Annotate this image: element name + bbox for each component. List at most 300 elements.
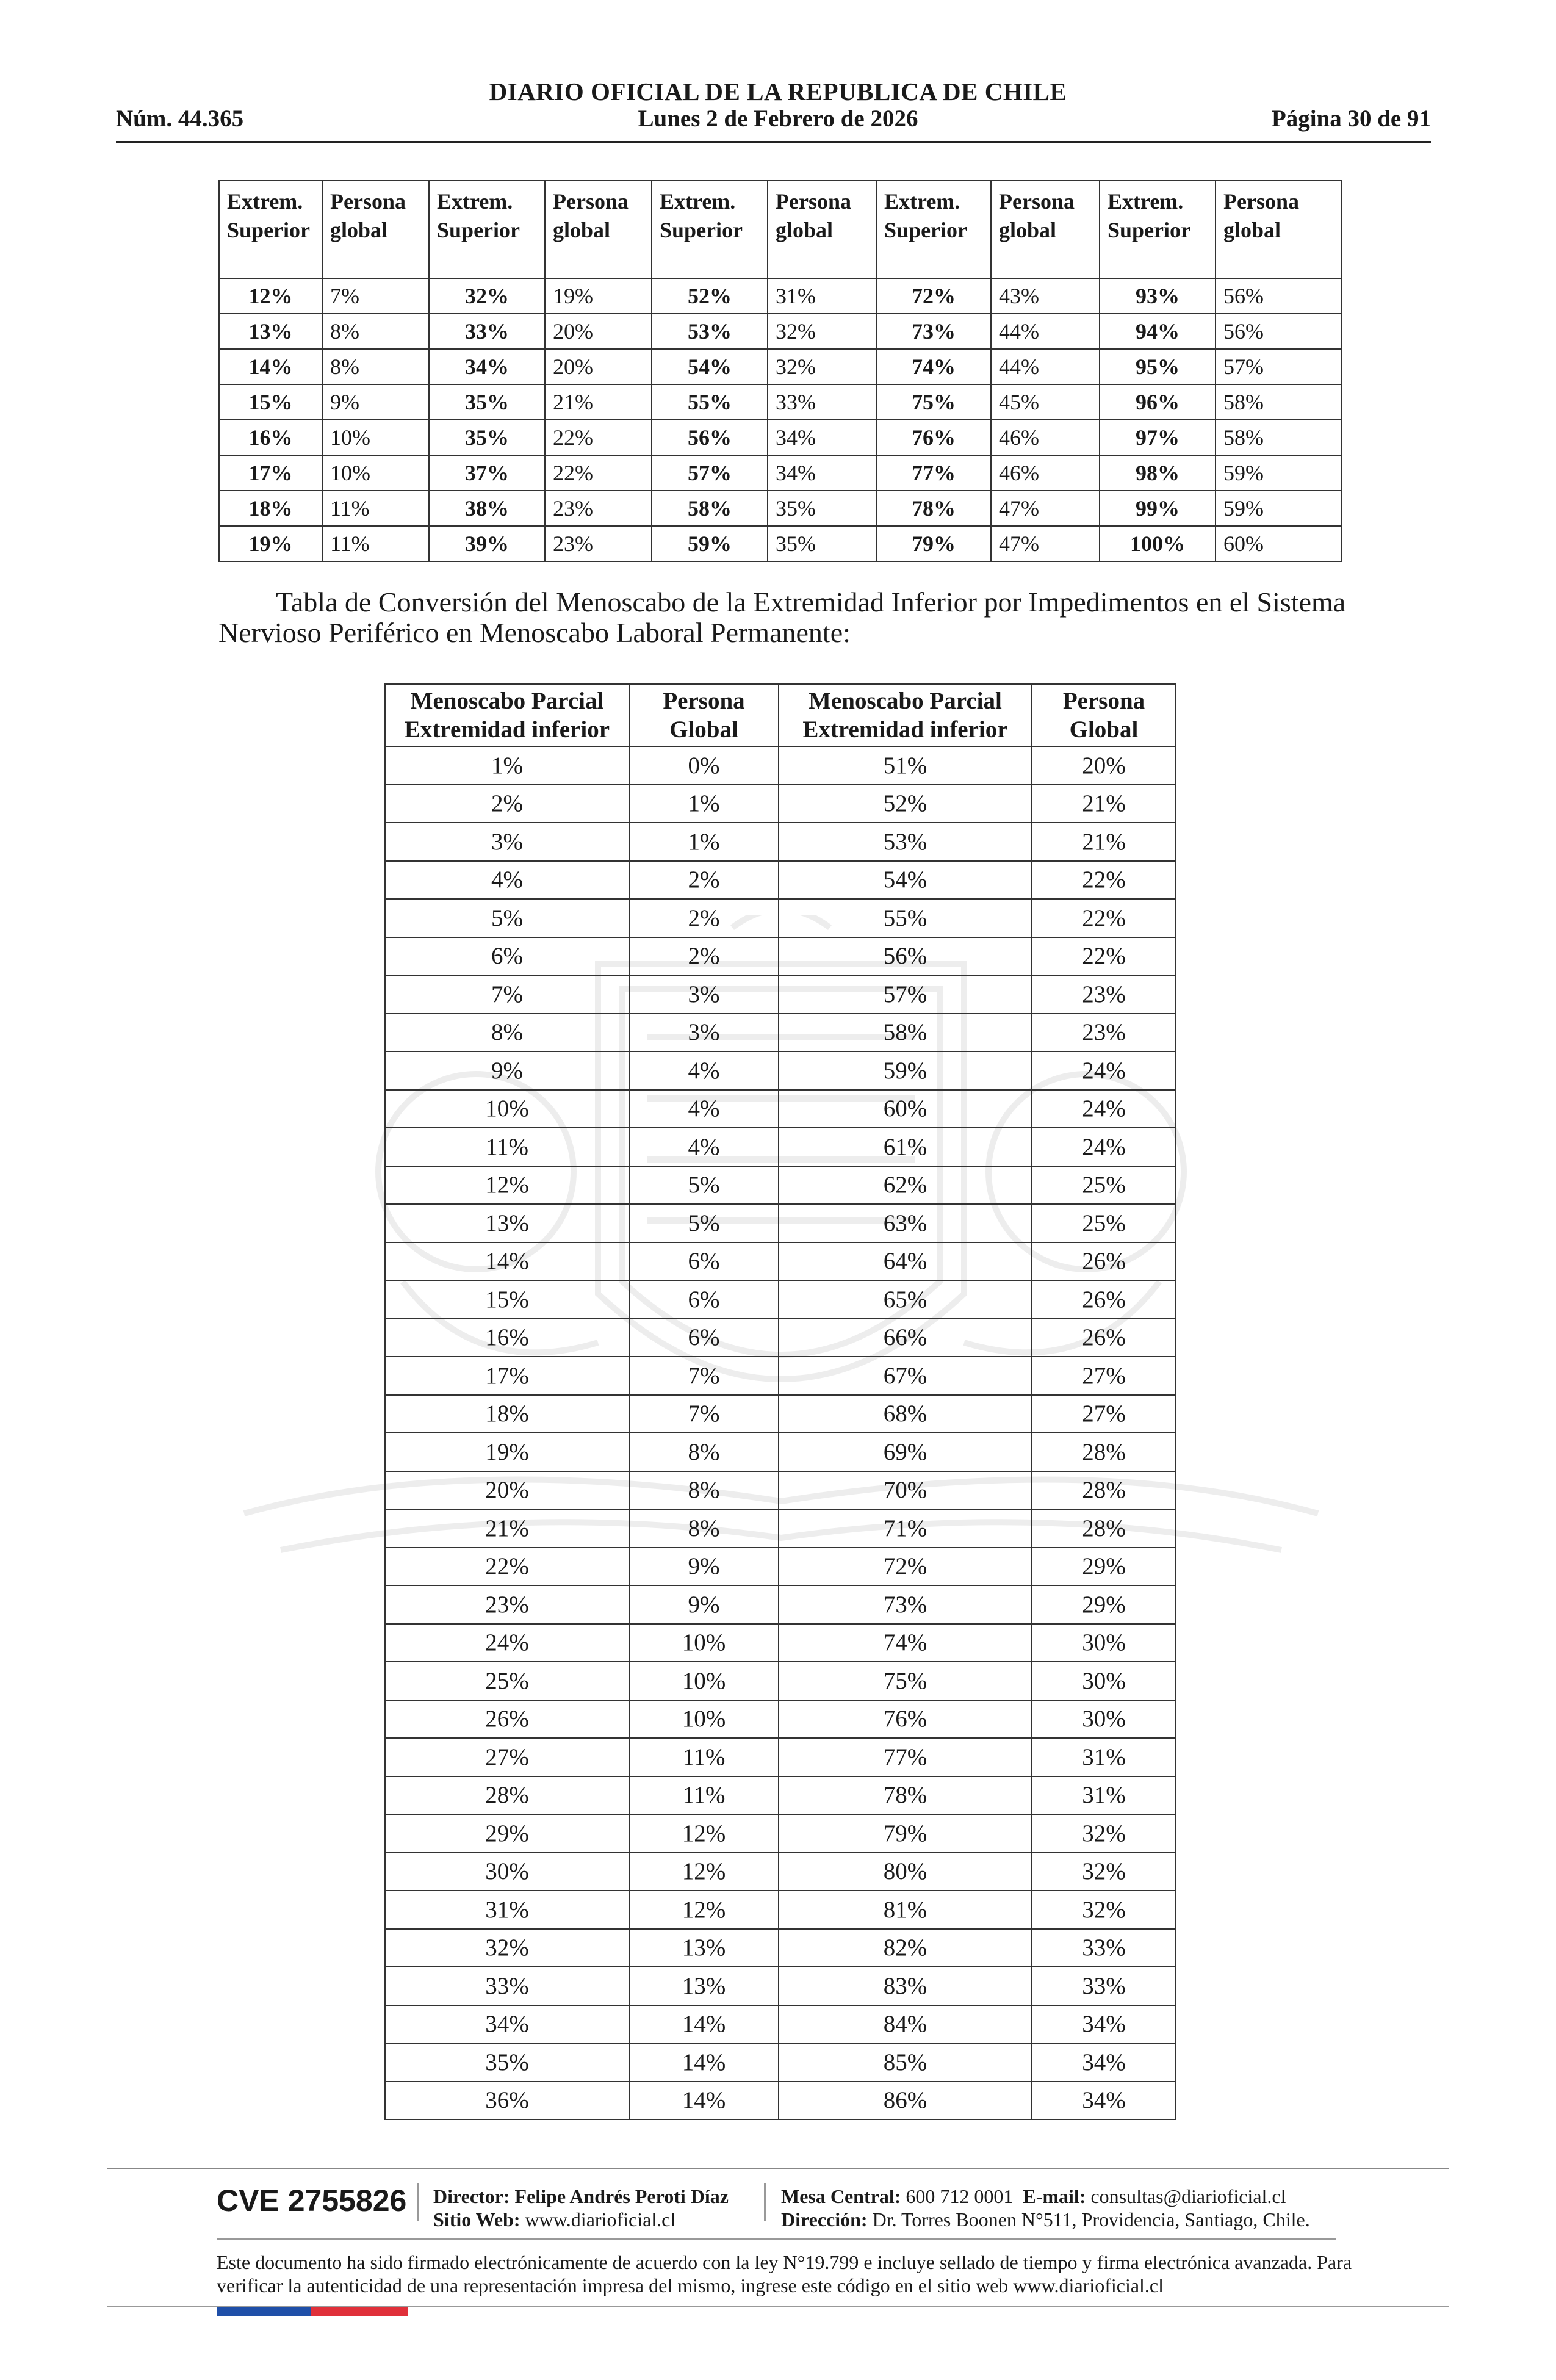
persona-global-cell: 22%	[1032, 861, 1176, 900]
persona-global-cell: 10%	[629, 1700, 779, 1739]
extremity-value-cell: 57%	[652, 455, 768, 491]
persona-global-cell: 47%	[991, 526, 1100, 561]
partial-impairment-cell: 36%	[385, 2082, 629, 2120]
extremity-value-cell: 33%	[429, 314, 545, 349]
partial-impairment-cell: 18%	[385, 1395, 629, 1433]
table-row	[385, 899, 1176, 937]
table-row	[385, 1967, 1176, 2005]
extremity-value-cell: 34%	[429, 349, 545, 384]
partial-impairment-cell: 2%	[385, 785, 629, 823]
persona-global-cell: 23%	[545, 491, 652, 526]
partial-impairment-cell: 78%	[779, 1776, 1032, 1815]
table-row	[385, 1776, 1176, 1815]
persona-global-cell: 12%	[629, 1853, 779, 1891]
persona-global-cell: 56%	[1216, 278, 1342, 314]
persona-global-cell: 59%	[1216, 491, 1342, 526]
persona-global-cell: 14%	[629, 2043, 779, 2082]
persona-global-cell: 13%	[629, 1929, 779, 1967]
partial-impairment-cell: 31%	[385, 1891, 629, 1929]
persona-global-cell: 32%	[1032, 1853, 1176, 1891]
flag-stripe-blue	[217, 2307, 311, 2316]
persona-global-cell: 8%	[322, 349, 429, 384]
partial-impairment-cell: 81%	[779, 1891, 1032, 1929]
persona-global-cell: 6%	[629, 1242, 779, 1281]
table-row	[385, 1929, 1176, 1967]
table-row	[219, 314, 1342, 349]
persona-global-cell: 58%	[1216, 420, 1342, 455]
table-row	[385, 1509, 1176, 1548]
extremity-value-cell: 77%	[876, 455, 991, 491]
extremity-value-cell: 58%	[652, 491, 768, 526]
persona-global-cell: 44%	[991, 349, 1100, 384]
table-row	[219, 349, 1342, 384]
persona-global-cell: 28%	[1032, 1433, 1176, 1471]
partial-impairment-cell: 34%	[385, 2005, 629, 2044]
partial-impairment-cell: 53%	[779, 823, 1032, 861]
table-row	[385, 1585, 1176, 1624]
partial-impairment-cell: 35%	[385, 2043, 629, 2082]
web-link[interactable]: www.diarioficial.cl	[525, 2209, 676, 2230]
persona-global-cell: 14%	[629, 2005, 779, 2044]
table-row	[219, 420, 1342, 455]
table-row	[385, 1624, 1176, 1662]
table-row	[385, 975, 1176, 1014]
partial-impairment-cell: 51%	[779, 746, 1032, 785]
persona-global-cell: 56%	[1216, 314, 1342, 349]
cve-code: CVE 2755826	[217, 2183, 407, 2218]
footer-director-block	[433, 2185, 729, 2231]
persona-global-cell: 10%	[629, 1662, 779, 1700]
persona-global-cell: 31%	[1032, 1776, 1176, 1815]
extremity-value-cell: 96%	[1100, 384, 1216, 420]
persona-global-cell: 32%	[1032, 1891, 1176, 1929]
partial-impairment-cell: 29%	[385, 1814, 629, 1853]
extremity-value-cell: 18%	[219, 491, 322, 526]
persona-global-cell: 7%	[629, 1357, 779, 1395]
email-label: E-mail:	[1023, 2185, 1086, 2207]
partial-impairment-cell: 75%	[779, 1662, 1032, 1700]
extremity-value-cell: 99%	[1100, 491, 1216, 526]
extremity-value-cell: 94%	[1100, 314, 1216, 349]
table-row	[385, 1738, 1176, 1776]
partial-impairment-cell: 15%	[385, 1280, 629, 1319]
extremity-value-cell: 79%	[876, 526, 991, 561]
persona-global-cell: 33%	[1032, 1967, 1176, 2005]
persona-global-cell: 20%	[1032, 746, 1176, 785]
table-row	[385, 1357, 1176, 1395]
upper-extremity-conversion-table	[218, 180, 1342, 562]
partial-impairment-cell: 13%	[385, 1204, 629, 1242]
table-row	[219, 278, 1342, 314]
partial-impairment-cell: 62%	[779, 1166, 1032, 1205]
persona-global-cell: 22%	[1032, 899, 1176, 937]
persona-global-cell: 33%	[1032, 1929, 1176, 1967]
extremity-value-cell: 54%	[652, 349, 768, 384]
partial-impairment-cell: 17%	[385, 1357, 629, 1395]
partial-impairment-cell: 1%	[385, 746, 629, 785]
extremity-value-cell: 55%	[652, 384, 768, 420]
persona-global-cell: 24%	[1032, 1090, 1176, 1128]
persona-global-cell: 34%	[1032, 2005, 1176, 2044]
persona-global-cell: 24%	[1032, 1128, 1176, 1166]
extremity-value-cell: 93%	[1100, 278, 1216, 314]
partial-impairment-cell: 68%	[779, 1395, 1032, 1433]
extremity-value-cell: 97%	[1100, 420, 1216, 455]
header-cell: Extrem. Superior	[652, 181, 768, 278]
partial-impairment-cell: 3%	[385, 823, 629, 861]
persona-global-cell: 5%	[629, 1166, 779, 1205]
table-row	[385, 2082, 1176, 2120]
header-cell: Persona Global	[629, 684, 779, 746]
persona-global-cell: 3%	[629, 975, 779, 1014]
persona-global-cell: 32%	[768, 314, 876, 349]
persona-global-cell: 27%	[1032, 1395, 1176, 1433]
extremity-value-cell: 35%	[429, 420, 545, 455]
partial-impairment-cell: 56%	[779, 937, 1032, 976]
table-row	[385, 861, 1176, 900]
table-row	[219, 491, 1342, 526]
header-cell: Menoscabo Parcial Extremidad inferior	[385, 684, 629, 746]
address-label: Dirección:	[781, 2209, 868, 2230]
persona-global-cell: 45%	[991, 384, 1100, 420]
persona-global-cell: 11%	[629, 1738, 779, 1776]
extremity-value-cell: 100%	[1100, 526, 1216, 561]
director-label: Director:	[433, 2185, 510, 2207]
partial-impairment-cell: 86%	[779, 2082, 1032, 2120]
persona-global-cell: 22%	[1032, 937, 1176, 976]
signature-notice: Este documento ha sido firmado electrónicamente de acuerdo con la ley N°19.799 e incluye sellado de tiempo y firma electrónica avanzada. Para verificar la autenticidad de una representación impresa del mismo, ingrese este código en el sitio web www.diarioficial.cl	[217, 2251, 1352, 2296]
persona-global-cell: 33%	[768, 384, 876, 420]
partial-impairment-cell: 27%	[385, 1738, 629, 1776]
persona-global-cell: 19%	[545, 278, 652, 314]
partial-impairment-cell: 59%	[779, 1051, 1032, 1090]
persona-global-cell: 8%	[629, 1509, 779, 1548]
footer-contact-block	[781, 2185, 1310, 2231]
header-cell: Persona global	[768, 181, 876, 278]
partial-impairment-cell: 7%	[385, 975, 629, 1014]
partial-impairment-cell: 57%	[779, 975, 1032, 1014]
extremity-value-cell: 52%	[652, 278, 768, 314]
partial-impairment-cell: 28%	[385, 1776, 629, 1815]
partial-impairment-cell: 25%	[385, 1662, 629, 1700]
partial-impairment-cell: 30%	[385, 1853, 629, 1891]
persona-global-cell: 2%	[629, 899, 779, 937]
persona-global-cell: 13%	[629, 1967, 779, 2005]
persona-global-cell: 2%	[629, 861, 779, 900]
table-row	[385, 785, 1176, 823]
email-link[interactable]: consultas@diarioficial.cl	[1090, 2185, 1286, 2207]
table-row	[385, 2043, 1176, 2082]
partial-impairment-cell: 76%	[779, 1700, 1032, 1739]
partial-impairment-cell: 61%	[779, 1128, 1032, 1166]
page-number: Página 30 de 91	[1271, 106, 1431, 132]
persona-global-cell: 11%	[322, 491, 429, 526]
persona-global-cell: 23%	[1032, 1014, 1176, 1052]
persona-global-cell: 11%	[322, 526, 429, 561]
partial-impairment-cell: 71%	[779, 1509, 1032, 1548]
extremity-value-cell: 59%	[652, 526, 768, 561]
table-row	[385, 1700, 1176, 1739]
extremity-value-cell: 95%	[1100, 349, 1216, 384]
flag-stripe-red	[311, 2307, 408, 2316]
persona-global-cell: 6%	[629, 1319, 779, 1357]
header-cell: Persona global	[545, 181, 652, 278]
table-row	[385, 1853, 1176, 1891]
persona-global-cell: 28%	[1032, 1471, 1176, 1510]
partial-impairment-cell: 63%	[779, 1204, 1032, 1242]
partial-impairment-cell: 20%	[385, 1471, 629, 1510]
header-cell: Menoscabo Parcial Extremidad inferior	[779, 684, 1032, 746]
issue-number: Núm. 44.365	[116, 106, 244, 132]
persona-global-cell: 10%	[322, 420, 429, 455]
persona-global-cell: 60%	[1216, 526, 1342, 561]
partial-impairment-cell: 73%	[779, 1585, 1032, 1624]
persona-global-cell: 4%	[629, 1051, 779, 1090]
extremity-value-cell: 35%	[429, 384, 545, 420]
persona-global-cell: 23%	[1032, 975, 1176, 1014]
persona-global-cell: 59%	[1216, 455, 1342, 491]
table-header-row	[219, 181, 1342, 278]
footer-divider	[217, 2238, 1336, 2240]
table-row	[385, 1471, 1176, 1510]
table-row	[385, 746, 1176, 785]
partial-impairment-cell: 64%	[779, 1242, 1032, 1281]
persona-global-cell: 25%	[1032, 1204, 1176, 1242]
partial-impairment-cell: 85%	[779, 2043, 1032, 2082]
table-row	[385, 1662, 1176, 1700]
extremity-value-cell: 78%	[876, 491, 991, 526]
persona-global-cell: 57%	[1216, 349, 1342, 384]
table-row	[385, 1014, 1176, 1052]
persona-global-cell: 26%	[1032, 1319, 1176, 1357]
partial-impairment-cell: 4%	[385, 861, 629, 900]
phone-label: Mesa Central:	[781, 2185, 901, 2207]
partial-impairment-cell: 12%	[385, 1166, 629, 1205]
persona-global-cell: 44%	[991, 314, 1100, 349]
persona-global-cell: 34%	[768, 420, 876, 455]
partial-impairment-cell: 84%	[779, 2005, 1032, 2044]
persona-global-cell: 20%	[545, 349, 652, 384]
director-name: Felipe Andrés Peroti Díaz	[514, 2185, 729, 2207]
persona-global-cell: 9%	[629, 1548, 779, 1586]
persona-global-cell: 30%	[1032, 1624, 1176, 1662]
extremity-value-cell: 76%	[876, 420, 991, 455]
partial-impairment-cell: 52%	[779, 785, 1032, 823]
header-cell: Extrem. Superior	[429, 181, 545, 278]
partial-impairment-cell: 32%	[385, 1929, 629, 1967]
table-row	[385, 1433, 1176, 1471]
partial-impairment-cell: 14%	[385, 1242, 629, 1281]
partial-impairment-cell: 82%	[779, 1929, 1032, 1967]
extremity-value-cell: 37%	[429, 455, 545, 491]
partial-impairment-cell: 77%	[779, 1738, 1032, 1776]
persona-global-cell: 34%	[1032, 2043, 1176, 2082]
persona-global-cell: 26%	[1032, 1242, 1176, 1281]
partial-impairment-cell: 54%	[779, 861, 1032, 900]
partial-impairment-cell: 33%	[385, 1967, 629, 2005]
table-header-row	[385, 684, 1176, 746]
partial-impairment-cell: 22%	[385, 1548, 629, 1586]
persona-global-cell: 32%	[768, 349, 876, 384]
persona-global-cell: 2%	[629, 937, 779, 976]
extremity-value-cell: 13%	[219, 314, 322, 349]
persona-global-cell: 1%	[629, 823, 779, 861]
persona-global-cell: 8%	[629, 1471, 779, 1510]
header-cell: Persona global	[322, 181, 429, 278]
table-row	[385, 1204, 1176, 1242]
partial-impairment-cell: 60%	[779, 1090, 1032, 1128]
header-cell: Extrem. Superior	[876, 181, 991, 278]
table-row	[385, 1166, 1176, 1205]
extremity-value-cell: 16%	[219, 420, 322, 455]
address-value: Dr. Torres Boonen N°511, Providencia, Santiago, Chile.	[872, 2209, 1310, 2230]
persona-global-cell: 14%	[629, 2082, 779, 2120]
persona-global-cell: 8%	[322, 314, 429, 349]
partial-impairment-cell: 66%	[779, 1319, 1032, 1357]
table-row	[219, 526, 1342, 561]
extremity-value-cell: 72%	[876, 278, 991, 314]
persona-global-cell: 30%	[1032, 1662, 1176, 1700]
extremity-value-cell: 73%	[876, 314, 991, 349]
persona-global-cell: 11%	[629, 1776, 779, 1815]
persona-global-cell: 5%	[629, 1204, 779, 1242]
table-row	[219, 384, 1342, 420]
partial-impairment-cell: 65%	[779, 1280, 1032, 1319]
extremity-value-cell: 19%	[219, 526, 322, 561]
extremity-value-cell: 17%	[219, 455, 322, 491]
extremity-value-cell: 98%	[1100, 455, 1216, 491]
persona-global-cell: 22%	[545, 455, 652, 491]
header-divider	[116, 141, 1431, 143]
extremity-value-cell: 74%	[876, 349, 991, 384]
footer-divider	[107, 2306, 1449, 2307]
table-row	[385, 1128, 1176, 1166]
extremity-value-cell: 39%	[429, 526, 545, 561]
partial-impairment-cell: 80%	[779, 1853, 1032, 1891]
header-cell: Persona global	[1216, 181, 1342, 278]
persona-global-cell: 10%	[629, 1624, 779, 1662]
persona-global-cell: 4%	[629, 1128, 779, 1166]
header-cell: Extrem. Superior	[219, 181, 322, 278]
persona-global-cell: 26%	[1032, 1280, 1176, 1319]
persona-global-cell: 29%	[1032, 1548, 1176, 1586]
extremity-value-cell: 12%	[219, 278, 322, 314]
persona-global-cell: 8%	[629, 1433, 779, 1471]
partial-impairment-cell: 24%	[385, 1624, 629, 1662]
header-cell: Persona global	[991, 181, 1100, 278]
extremity-value-cell: 32%	[429, 278, 545, 314]
extremity-value-cell: 56%	[652, 420, 768, 455]
partial-impairment-cell: 26%	[385, 1700, 629, 1739]
web-label: Sitio Web:	[433, 2209, 520, 2230]
persona-global-cell: 4%	[629, 1090, 779, 1128]
persona-global-cell: 21%	[1032, 823, 1176, 861]
partial-impairment-cell: 23%	[385, 1585, 629, 1624]
partial-impairment-cell: 19%	[385, 1433, 629, 1471]
table-row	[385, 1090, 1176, 1128]
persona-global-cell: 35%	[768, 491, 876, 526]
footer-separator	[764, 2183, 766, 2221]
table-row	[385, 1891, 1176, 1929]
table-caption: Tabla de Conversión del Menoscabo de la Extremidad Inferior por Impedimentos en el Sistema Nervioso Periférico en Menoscabo Laboral Permanente:	[218, 586, 1346, 648]
partial-impairment-cell: 10%	[385, 1090, 629, 1128]
persona-global-cell: 10%	[322, 455, 429, 491]
footer-divider	[107, 2168, 1449, 2169]
table-row	[385, 937, 1176, 976]
lower-extremity-conversion-table	[384, 683, 1176, 2120]
partial-impairment-cell: 74%	[779, 1624, 1032, 1662]
table-row	[385, 823, 1176, 861]
header-cell: Persona Global	[1032, 684, 1176, 746]
partial-impairment-cell: 21%	[385, 1509, 629, 1548]
partial-impairment-cell: 83%	[779, 1967, 1032, 2005]
persona-global-cell: 35%	[768, 526, 876, 561]
partial-impairment-cell: 11%	[385, 1128, 629, 1166]
partial-impairment-cell: 8%	[385, 1014, 629, 1052]
partial-impairment-cell: 67%	[779, 1357, 1032, 1395]
persona-global-cell: 12%	[629, 1814, 779, 1853]
persona-global-cell: 46%	[991, 420, 1100, 455]
persona-global-cell: 21%	[1032, 785, 1176, 823]
persona-global-cell: 58%	[1216, 384, 1342, 420]
table-row	[385, 1548, 1176, 1586]
persona-global-cell: 12%	[629, 1891, 779, 1929]
persona-global-cell: 47%	[991, 491, 1100, 526]
persona-global-cell: 1%	[629, 785, 779, 823]
table-row	[385, 1395, 1176, 1433]
persona-global-cell: 29%	[1032, 1585, 1176, 1624]
partial-impairment-cell: 55%	[779, 899, 1032, 937]
table-row	[385, 1280, 1176, 1319]
persona-global-cell: 32%	[1032, 1814, 1176, 1853]
partial-impairment-cell: 6%	[385, 937, 629, 976]
extremity-value-cell: 38%	[429, 491, 545, 526]
partial-impairment-cell: 79%	[779, 1814, 1032, 1853]
phone-value: 600 712 0001	[906, 2185, 1014, 2207]
extremity-value-cell: 15%	[219, 384, 322, 420]
table-row	[385, 1319, 1176, 1357]
persona-global-cell: 9%	[322, 384, 429, 420]
table-row	[385, 1242, 1176, 1281]
persona-global-cell: 9%	[629, 1585, 779, 1624]
extremity-value-cell: 53%	[652, 314, 768, 349]
persona-global-cell: 25%	[1032, 1166, 1176, 1205]
table-row	[385, 1051, 1176, 1090]
persona-global-cell: 46%	[991, 455, 1100, 491]
persona-global-cell: 22%	[545, 420, 652, 455]
extremity-value-cell: 75%	[876, 384, 991, 420]
partial-impairment-cell: 69%	[779, 1433, 1032, 1471]
persona-global-cell: 27%	[1032, 1357, 1176, 1395]
partial-impairment-cell: 5%	[385, 899, 629, 937]
persona-global-cell: 6%	[629, 1280, 779, 1319]
extremity-value-cell: 14%	[219, 349, 322, 384]
partial-impairment-cell: 58%	[779, 1014, 1032, 1052]
persona-global-cell: 31%	[1032, 1738, 1176, 1776]
persona-global-cell: 24%	[1032, 1051, 1176, 1090]
footer-separator	[417, 2183, 419, 2221]
persona-global-cell: 28%	[1032, 1509, 1176, 1548]
partial-impairment-cell: 9%	[385, 1051, 629, 1090]
partial-impairment-cell: 16%	[385, 1319, 629, 1357]
persona-global-cell: 0%	[629, 746, 779, 785]
table-row	[385, 1814, 1176, 1853]
persona-global-cell: 31%	[768, 278, 876, 314]
publication-title: DIARIO OFICIAL DE LA REPUBLICA DE CHILE	[489, 78, 1067, 106]
persona-global-cell: 7%	[322, 278, 429, 314]
persona-global-cell: 7%	[629, 1395, 779, 1433]
persona-global-cell: 21%	[545, 384, 652, 420]
